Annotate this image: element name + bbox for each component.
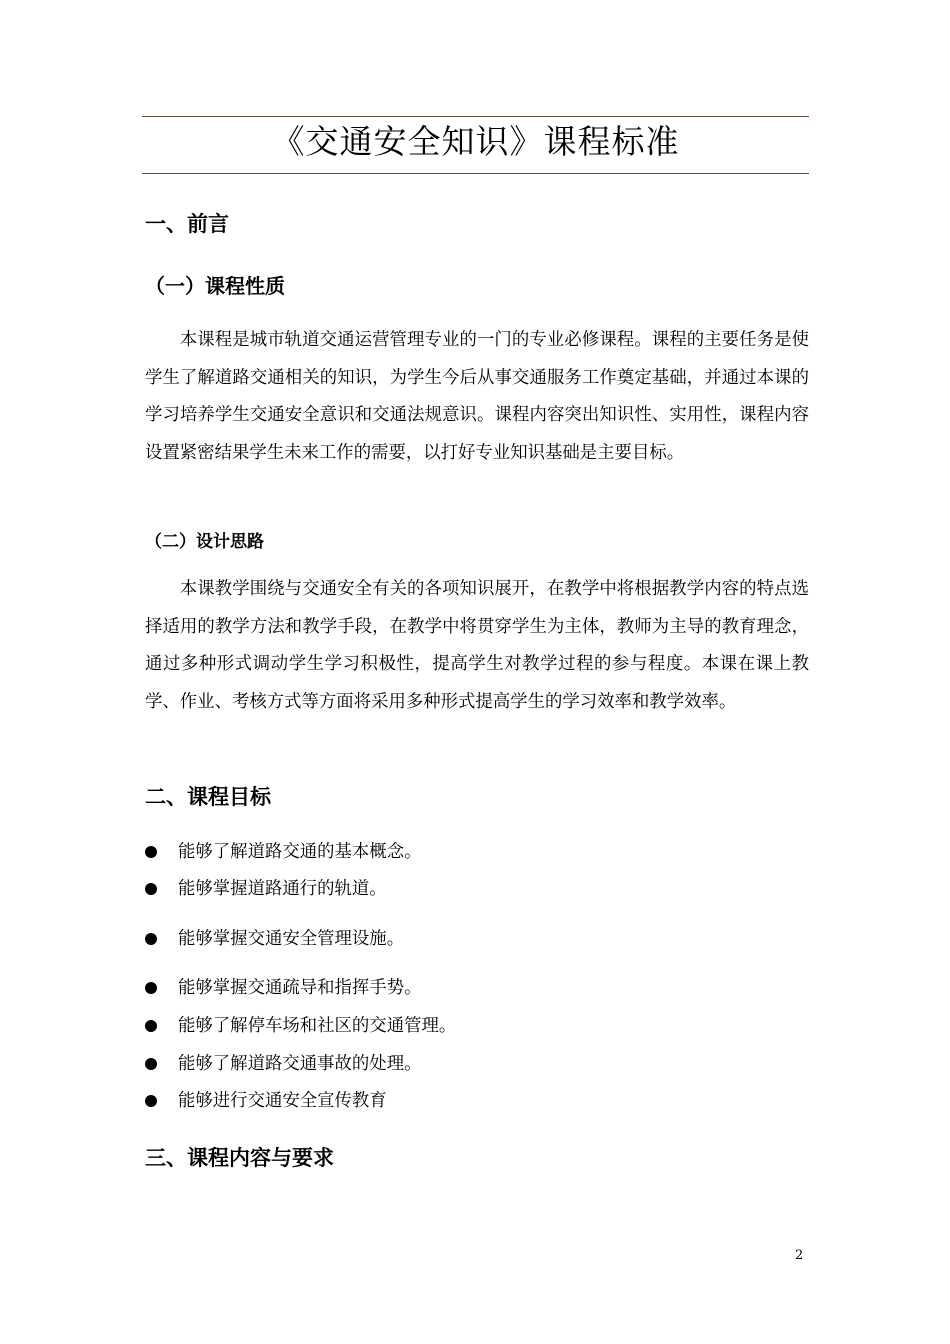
page-number: 2 xyxy=(795,1248,804,1263)
goal-text: 能够了解停车场和社区的交通管理。 xyxy=(178,1016,457,1036)
bullet-icon xyxy=(145,883,157,895)
title-rule-bottom xyxy=(142,173,809,174)
goal-text: 能够掌握道路通行的轨道。 xyxy=(178,879,387,899)
bullet-icon xyxy=(145,1095,157,1107)
goal-text: 能够了解道路交通的基本概念。 xyxy=(178,842,422,862)
paragraph-course-nature: 本课程是城市轨道交通运营管理专业的一门的专业必修课程。课程的主要任务是使学生了解道路交通相关的知识，为学生今后从事交通服务工作奠定基础，并通过本课的学习培养学生交通安全意识和交通法规意识。课程内容突出知识性、实用性，课程内容设置紧密结果学生未来工作的需要，以打好专业知识基础是主要目标。 xyxy=(145,330,809,463)
bullet-icon xyxy=(145,1020,157,1032)
goal-text: 能够掌握交通安全管理设施。 xyxy=(178,929,405,949)
title-rule-top xyxy=(142,116,809,117)
goal-text: 能够进行交通安全宣传教育 xyxy=(178,1091,387,1111)
subheading-design-idea: （二）设计思路 xyxy=(145,532,264,552)
goal-text: 能够了解道路交通事故的处理。 xyxy=(178,1054,422,1074)
paragraph-design-idea: 本课教学围绕与交通安全有关的各项知识展开，在教学中将根据教学内容的特点选择适用的教学方法和教学手段，在教学中将贯穿学生为主体，教师为主导的教育理念，通过多种形式调动学生学习积极性，提高学生对教学过程的参与程度。本课在课上教学、作业、考核方式等方面将采用多种形式提高学生的学习效率和教学效率。 xyxy=(145,579,809,712)
bullet-icon xyxy=(145,846,157,858)
bullet-icon xyxy=(145,1058,157,1070)
section-heading-content: 三、课程内容与要求 xyxy=(145,1146,334,1170)
subheading-course-nature: （一）课程性质 xyxy=(145,274,285,298)
section-heading-preface: 一、前言 xyxy=(145,212,229,236)
section-heading-goals: 二、课程目标 xyxy=(145,785,271,809)
goal-text: 能够掌握交通疏导和指挥手势。 xyxy=(178,978,422,998)
bullet-icon xyxy=(145,982,157,994)
document-title: 《交通安全知识》课程标准 xyxy=(271,122,680,161)
bullet-icon xyxy=(145,933,157,945)
